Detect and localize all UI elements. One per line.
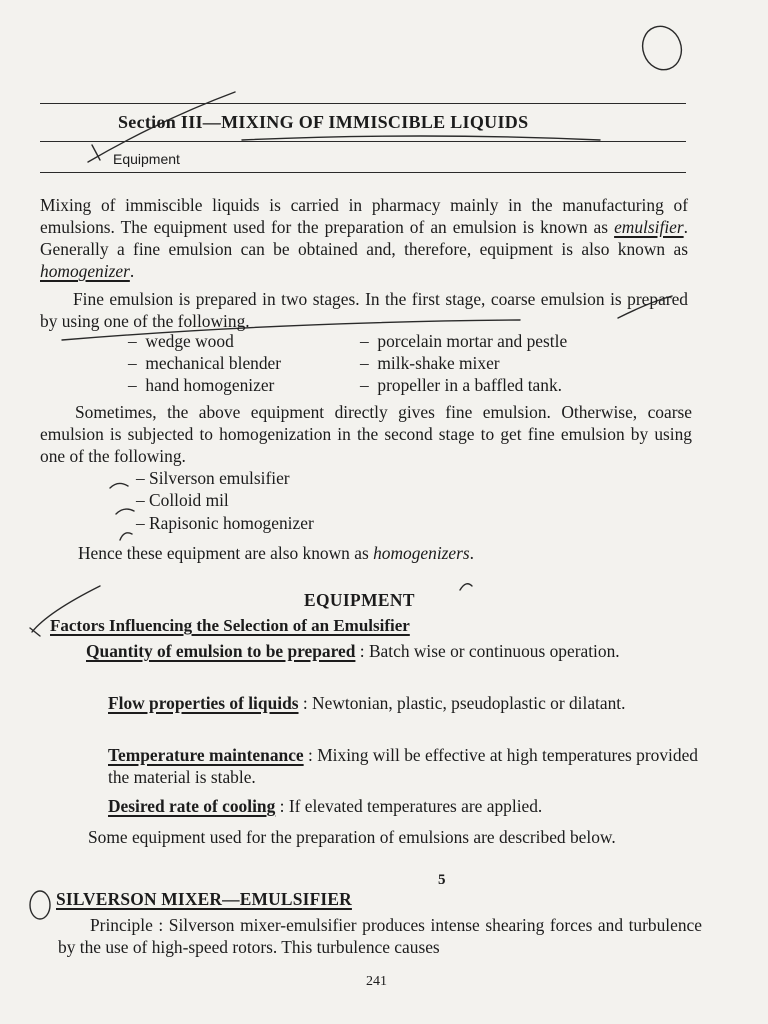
factor-quantity: Quantity of emulsion to be prepared : Batch wise or continuous operation. <box>86 641 620 661</box>
principle-paragraph: Principle : Silverson mixer-emulsifier produces intense shearing forces and turbulence by the use of high-speed rotors. This turbulence causes <box>58 915 702 957</box>
list-item: – Rapisonic homogenizer <box>136 513 314 533</box>
factor-flow: Flow properties of liquids : Newtonian, plastic, pseudoplastic or dilatant. <box>108 693 626 713</box>
circle-mark <box>637 21 688 75</box>
intro-paragraph: Mixing of immiscible liquids is carried in pharmacy mainly in the manufacturing of emulsions. The equipment used for the preparation of an emulsion is known as emulsifier. Generally a fine emulsion can be obtained and, therefore, equipment is also known as homogenizer. <box>40 195 688 281</box>
stage-one-paragraph: Fine emulsion is prepared in two stages. In the first stage, coarse emulsion is prepared by using one of the following. <box>40 289 688 331</box>
list-item: – Colloid mil <box>136 490 229 510</box>
list-item: – wedge wood <box>128 331 234 351</box>
factor-cooling: Desired rate of cooling : If elevated temperatures are applied. <box>108 796 543 816</box>
equipment-subheading: Equipment <box>113 151 180 167</box>
tick-mark <box>460 584 472 590</box>
factor-temperature: Temperature maintenance : Mixing will be effective at high temperatures provided the material is stable. <box>108 745 698 787</box>
header-rule <box>40 141 686 142</box>
silverson-heading: SILVERSON MIXER—EMULSIFIER <box>56 889 352 909</box>
list-item: – porcelain mortar and pestle <box>360 331 568 351</box>
list-item: – propeller in a baffled tank. <box>360 375 563 395</box>
annotation-mark: 5 <box>438 872 446 888</box>
list-mark-2 <box>116 509 134 514</box>
circle-mark-2 <box>30 891 50 919</box>
homogenizer-note: Hence these equipment are also known as homogenizers. <box>78 543 475 563</box>
described-below-text: Some equipment used for the preparation of emulsions are described below. <box>88 827 616 847</box>
list-mark-1 <box>110 483 128 488</box>
section-heading: Section III—MIXING OF IMMISCIBLE LIQUIDS <box>118 112 529 132</box>
equipment-heading: EQUIPMENT <box>304 590 415 610</box>
page-number: 241 <box>366 974 387 989</box>
list-item: – mechanical blender <box>128 353 282 373</box>
top-rule <box>40 103 686 104</box>
factors-heading: Factors Influencing the Selection of an Emulsifier <box>50 616 410 635</box>
sub-rule <box>40 172 686 173</box>
stage-two-paragraph: Sometimes, the above equipment directly gives fine emulsion. Otherwise, coarse emulsion is subjected to homogenization in the second stage to get fine emulsion by using one of the following. <box>40 402 692 466</box>
heading-underline-mark <box>242 136 600 140</box>
list-item: – hand homogenizer <box>128 375 275 395</box>
list-mark-3 <box>120 533 132 540</box>
list-item: – milk-shake mixer <box>360 353 500 373</box>
list-item: – Silverson emulsifier <box>136 468 290 488</box>
